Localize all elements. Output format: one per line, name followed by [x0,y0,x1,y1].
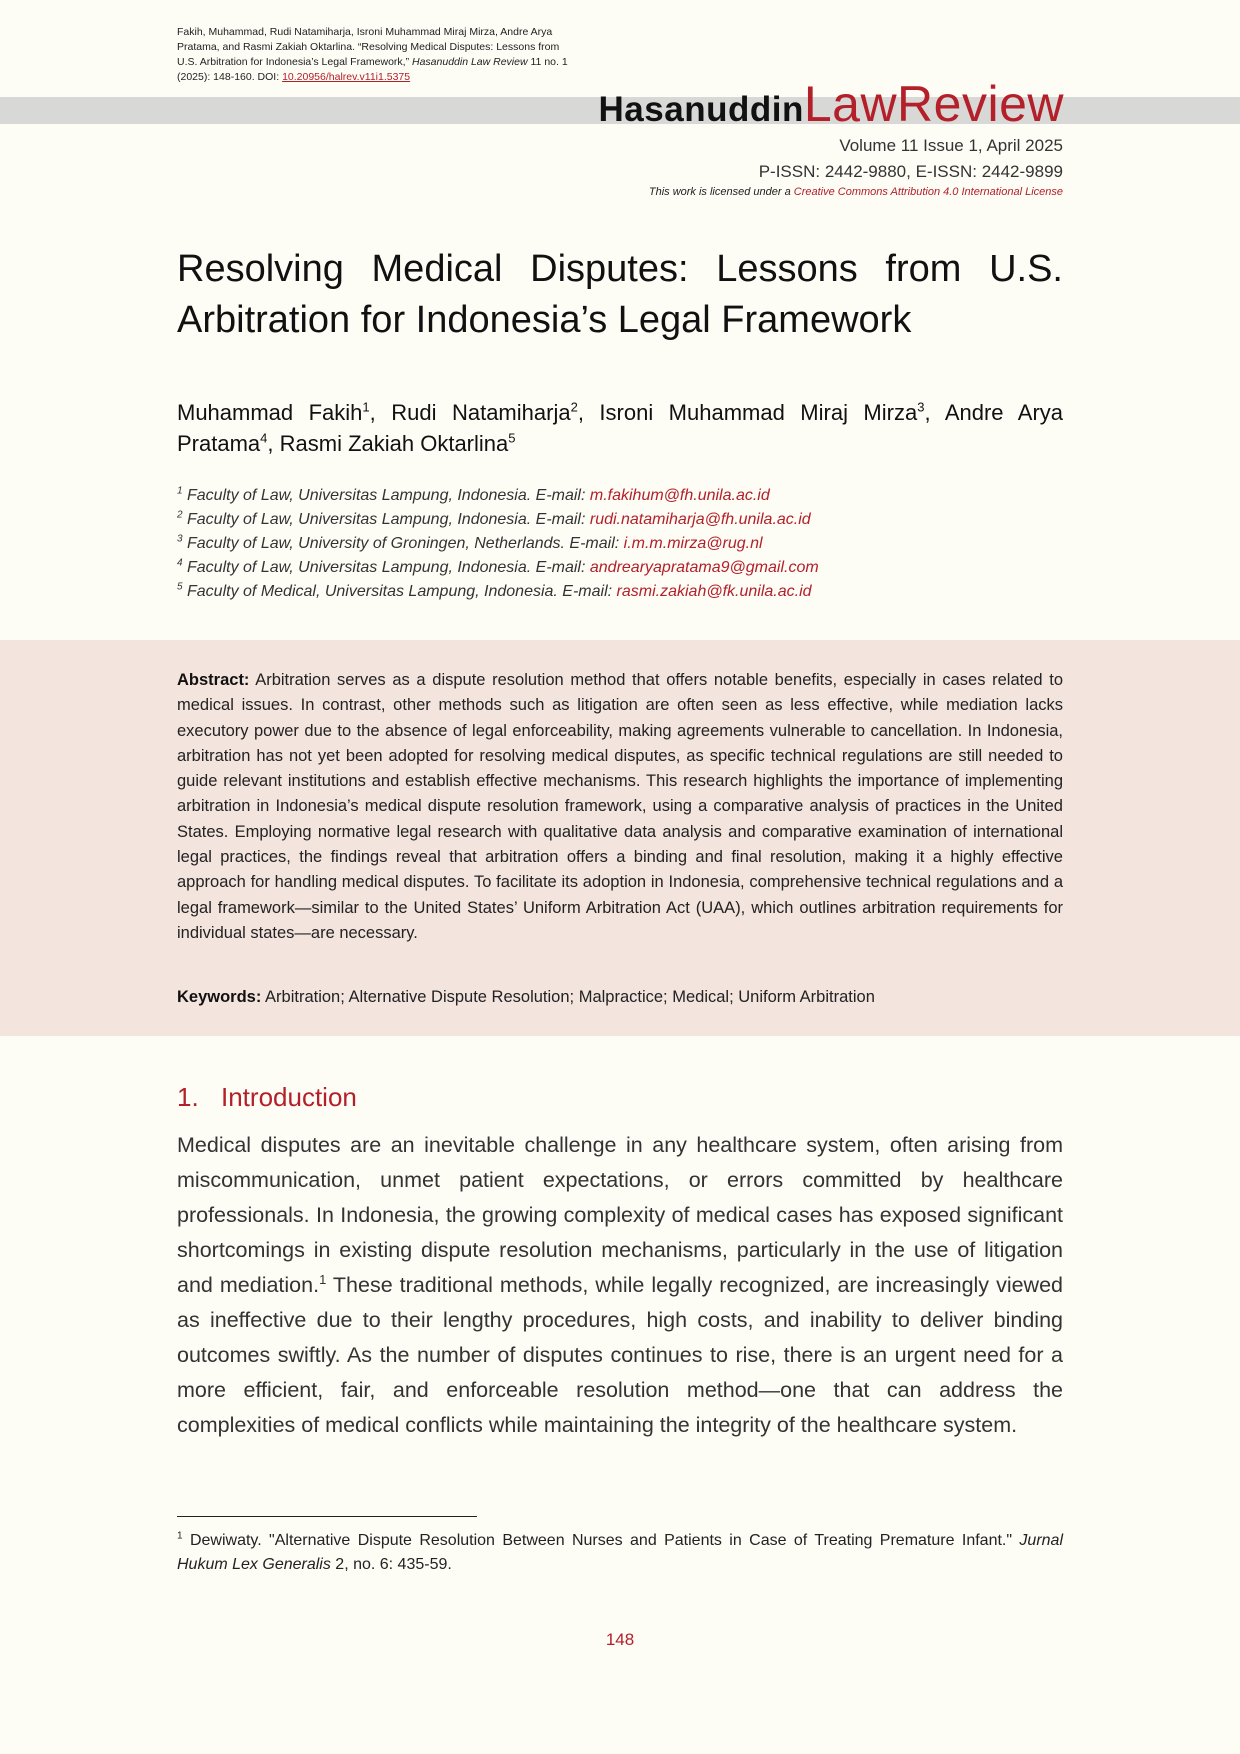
keywords [177,985,1063,1010]
issn-info: P-ISSN: 2442-9880, E-ISSN: 2442-9899 [758,162,1063,181]
author-list: Muhammad Fakih$^1$, Rudi Natamiharja$^2$, Isroni Muhammad Miraj Mirza$^3$, Andre Arya Pratama$^4$, Rasmi Zakiah Oktarlina$^5$ [177,399,1064,456]
footnote-journal: Jurnal Hukum Lex Generalis [177,1532,1063,1573]
author-name: Isroni Muhammad Miraj Mirza [599,400,918,425]
email-link[interactable]: rudi.natamiharja@fh.unila.ac.id [589,511,811,528]
journal-name-part1: Hasanuddin [598,90,804,129]
affiliation-text: Faculty of Medical, Universitas Lampung, Indonesia. E-mail: [182,583,617,600]
affiliation-item [177,508,1063,532]
affiliation-sup: 4 [177,557,183,569]
citation-block [177,25,577,85]
email-link[interactable]: i.m.m.mirza@rug.nl [623,535,763,552]
email-link[interactable]: rasmi.zakiah@fk.unila.ac.id [616,583,812,600]
citation-details: 11 no. 1 (2025): 148-160. DOI: [177,56,568,83]
author-name: Andre Arya Pratama [177,400,1064,456]
author-sup: 5 [508,430,516,446]
doi-link[interactable]: 10.20956/halrev.v11i1.5375 [282,71,411,83]
abstract-text: Arbitration serves as a dispute resolution method that offers notable benefits, especially in cases related to medical issues. In contrast, other methods such as litigation are often seen as less effective, while mediation lacks executory power due to the absence of legal enforceability, making agreements vulnerable to cancellation. In Indonesia, arbitration has not yet been adopted for resolving medical disputes, as specific technical regulations are still needed to guide relevant institutions and establish effective mechanisms. This research highlights the importance of implementing arbitration in Indonesia’s medical dispute resolution framework, using a comparative analysis of practices in the United States. Employing normative legal research with qualitative data analysis and comparative examination of international legal practices, the findings reveal that arbitration offers a binding and final resolution, making it a highly effective approach for handling medical disputes. To facilitate its adoption in Indonesia, comprehensive technical regulations and a legal framework—similar to the United States’ Uniform Arbitration Act (UAA), which outlines arbitration requirements for individual states—are necessary. [177,671,1063,942]
affiliation-sup: 2 [177,509,183,521]
affiliation-text: Faculty of Law, Universitas Lampung, Indonesia. E-mail: [182,487,590,504]
footnote-rule [177,1516,477,1517]
affiliation-item [177,484,1063,508]
citation-journal: Hasanuddin Law Review [412,56,528,68]
body-paragraph [177,1128,1063,1443]
footnote-text-after: 2, no. 6: 435-59. [330,1556,452,1573]
volume-info: Volume 11 Issue 1, April 2025 [839,136,1063,155]
affiliation-sup: 5 [177,581,183,593]
affiliation-text: Faculty of Law, Universitas Lampung, Indonesia. E-mail: [182,559,590,576]
license-note [649,186,1063,198]
author-sup: 2 [570,399,578,415]
abstract [177,668,1063,946]
footnote-text-before: Dewiwaty. "Alternative Dispute Resolution Between Nurses and Patients in Case of Treating Premature Infant." [182,1532,1020,1549]
author-sup: 1 [362,399,370,415]
page-number: 148 [605,1630,635,1649]
section-title: Introduction [221,1082,357,1112]
author-sup: 4 [260,430,268,446]
license-link[interactable]: Creative Commons Attribution 4.0 International License [793,186,1063,198]
footnote [177,1529,1063,1577]
author-name: Rasmi Zakiah Oktarlina [279,431,509,456]
author-sup: 3 [917,399,925,415]
affiliation-sup: 1 [177,485,183,497]
affiliation-sup: 3 [177,533,183,545]
body-text-part2: These traditional methods, while legally recognized, are increasingly viewed as ineffective due to their lengthy procedures, high costs, and inability to deliver binding outcomes swiftly. As the number of disputes continues to rise, there is an urgent need for a more efficient, fair, and enforceable resolution method—one that can address the complexities of medical conflicts while maintaining the integrity of the healthcare system. [177,1273,1063,1437]
abstract-label: Abstract: [177,671,250,689]
keywords-label: Keywords: [177,988,262,1006]
email-link[interactable]: andrearyapratama9@gmail.com [589,559,819,576]
paper-title: Resolving Medical Disputes: Lessons from U.S. Arbitration for Indonesia’s Legal Framework [177,248,1063,341]
footnote-number: 1 [177,1530,183,1542]
affiliation-item [177,556,1063,580]
affiliation-item [177,580,1063,604]
section-heading [177,1082,357,1113]
body-text-part1: Medical disputes are an inevitable challenge in any healthcare system, often arising from miscommunication, unmet patient expectations, or errors committed by healthcare professionals. In Indonesia, the growing complexity of medical cases has exposed significant shortcomings in existing dispute resolution mechanisms, particularly in the use of litigation and mediation. [177,1133,1063,1297]
journal-logo [599,76,1064,145]
citation-text: Fakih, Muhammad, Rudi Natamiharja, Isroni Muhammad Miraj Mirza, Andre Arya Pratama, and Rasmi Zakiah Oktarlina. “Resolving Medical Disputes: Lessons from U.S. Arbitration for Indonesia’s Legal Framework,” [177,26,560,68]
journal-name-part2: LawReview [803,76,1064,132]
license-prefix: This work is licensed under a [648,186,794,198]
author-name: Rudi Natamiharja [391,400,571,425]
section-number: 1. [177,1082,199,1112]
affiliation-list [177,484,1063,604]
affiliation-text: Faculty of Law, Universitas Lampung, Indonesia. E-mail: [182,511,590,528]
email-link[interactable]: m.fakihum@fh.unila.ac.id [589,487,770,504]
keywords-text: Arbitration; Alternative Dispute Resolution; Malpractice; Medical; Uniform Arbitration [261,988,875,1006]
author-name: Muhammad Fakih [177,400,363,425]
affiliation-text: Faculty of Law, University of Groningen, Netherlands. E-mail: [182,535,624,552]
affiliation-item [177,532,1063,556]
footnote-ref[interactable]: 1 [319,1271,327,1287]
